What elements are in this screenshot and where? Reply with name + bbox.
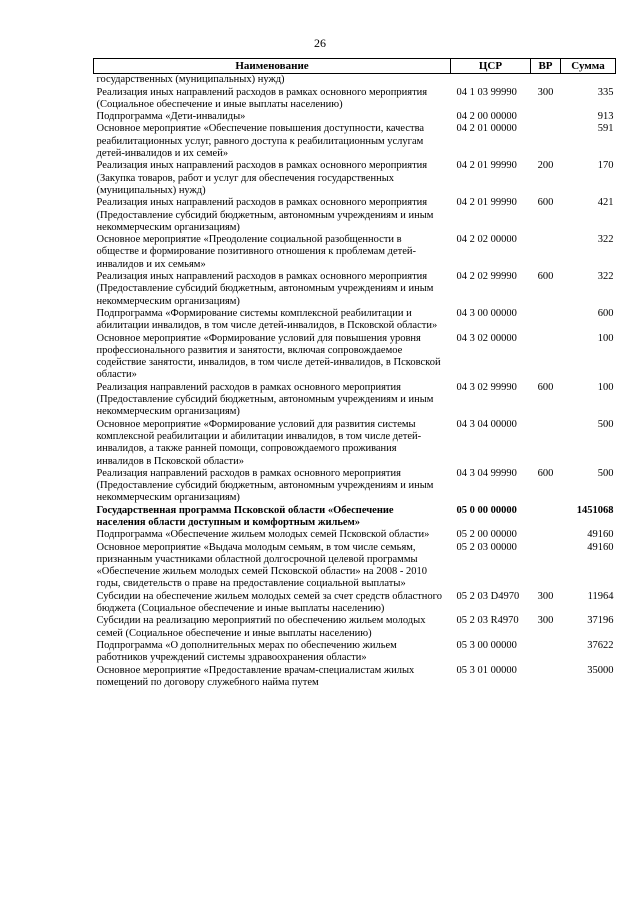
page-number: 26: [314, 36, 326, 50]
table-row: [94, 333, 616, 382]
cell-csr: 04 3 02 99990: [456, 381, 517, 393]
cell-vr: [531, 419, 561, 468]
cell-vr: [531, 234, 561, 271]
table-row: [94, 615, 616, 640]
cell-csr: 04 2 01 00000: [456, 123, 517, 135]
cell-sum: 49160: [587, 529, 614, 541]
cell-sum: 170: [597, 160, 614, 172]
cell-csr: 04 2 01 99990: [456, 160, 517, 172]
cell-name: Субсидии на реализацию мероприятий по обеспечению жильем молодых семей (Социальное обеспечение и иные выплаты населению): [96, 615, 426, 639]
cell-vr: [531, 111, 561, 123]
table-body: [94, 74, 616, 689]
cell-name: Подпрограмма «Дети-инвалиды»: [96, 111, 246, 123]
cell-vr: 600: [537, 381, 554, 393]
table-row: [94, 665, 616, 690]
cell-sum: 322: [597, 271, 614, 283]
cell-vr: [531, 640, 561, 665]
cell-name: Подпрограмма «О дополнительных мерах по обеспечению жильем работников учреждений системы здравоохранения области»: [96, 639, 397, 664]
cell-name: Государственная программа Псковской области «Обеспечение населения области доступным и комфортным жильем»: [96, 504, 394, 528]
cell-sum: 37622: [587, 639, 614, 651]
cell-sum: 11964: [587, 590, 614, 602]
cell-csr: 04 3 04 00000: [456, 418, 517, 430]
cell-sum: 500: [597, 418, 614, 430]
table-row: [94, 271, 616, 308]
cell-csr: 05 3 00 00000: [456, 639, 517, 651]
cell-name: Реализация направлений расходов в рамках основного мероприятия (Предоставление субсидий бюджетным, автономным учреждениям и иным некоммерческим организациям): [96, 467, 434, 504]
cell-name: Реализация иных направлений расходов в рамках основного мероприятия (Предоставление субсидий бюджетным, автономным учреждениям и иным некоммерческим организациям): [96, 271, 434, 307]
cell-name: Реализация иных направлений расходов в рамках основного мероприятия (Закупка товаров, работ и услуг для обеспечения государственных (муниципальных) нужд): [96, 160, 428, 196]
cell-name: Основное мероприятие «Выдача молодым семьям, в том числе семьям, признанным участниками областной долгосрочной целевой программы «Обеспечение жильем молодых семей Псковской области» на 2008 - 2010 годы, свидетельств о праве на предоставление социальной выплаты»: [96, 541, 427, 590]
table-row: [94, 591, 616, 616]
cell-vr: [531, 665, 561, 690]
cell-vr: [531, 333, 561, 382]
table-row: [94, 419, 616, 468]
cell-sum: 100: [597, 381, 614, 393]
cell-name: Основное мероприятие «Формирование условий для развития системы комплексной реабилитации и абилитации инвалидов, в том числе детей-инвалидов, а также ранней помощи, сопровождаемого проживания инвалидов в Псковской области»: [96, 418, 422, 467]
table-row: [94, 160, 616, 197]
cell-name: Реализация иных направлений расходов в рамках основного мероприятия (Социальное обеспечение и иные выплаты населению): [96, 86, 428, 110]
cell-sum: [561, 74, 616, 87]
cell-sum: 500: [597, 467, 614, 479]
table-row: [94, 87, 616, 112]
cell-csr: 05 3 01 00000: [456, 664, 517, 676]
table-row: [94, 111, 616, 123]
header-name: Наименование: [94, 59, 451, 74]
cell-csr: 05 2 03 D4970: [456, 590, 520, 602]
cell-sum: 37196: [587, 615, 614, 627]
cell-csr: 04 3 00 00000: [456, 307, 517, 319]
table-row: [94, 468, 616, 505]
cell-csr: 04 3 02 00000: [456, 332, 517, 344]
cell-csr: 05 0 00 00000: [456, 504, 517, 516]
cell-vr: [531, 308, 561, 333]
cell-vr: 300: [537, 615, 554, 627]
table-row: [94, 529, 616, 541]
cell-sum: 100: [597, 332, 614, 344]
budget-table: [93, 58, 616, 689]
cell-csr: 04 2 00 00000: [456, 111, 517, 123]
table-row: [94, 234, 616, 271]
cell-vr: 200: [537, 160, 554, 172]
table-row: [94, 640, 616, 665]
cell-name: Основное мероприятие «Обеспечение повышения доступности, качества реабилитационных услуг, равного доступа к реабилитационным услугам детей-инвалидов и их семей»: [96, 123, 425, 160]
table-row: [94, 123, 616, 160]
cell-name: Основное мероприятие «Предоставление врачам-специалистам жилых помещений по договору служебного найма путем: [96, 664, 415, 688]
cell-sum: 1451068: [576, 504, 614, 516]
cell-sum: 335: [597, 86, 614, 98]
cell-csr: 05 2 03 R4970: [456, 615, 519, 627]
cell-name: Основное мероприятие «Преодоление социальной разобщенности в обществе и формирование позитивного отношения к проблемам детей-инвалидов и их семьям»: [96, 234, 416, 270]
cell-sum: 591: [597, 123, 614, 135]
cell-name: Основное мероприятие «Формирование условий для повышения уровня профессионального развития и занятости, включая сопровождаемое содействие занятости, инвалидов, в том числе детей-инвалидов, в Псковской области»: [96, 332, 441, 381]
cell-name: Реализация иных направлений расходов в рамках основного мероприятия (Предоставление субсидий бюджетным, автономным учреждениям и иным некоммерческим организациям): [96, 197, 434, 233]
cell-csr: 04 2 02 99990: [456, 271, 517, 283]
cell-vr: [531, 529, 561, 541]
cell-sum: 35000: [587, 664, 614, 676]
table-row: [94, 542, 616, 591]
cell-csr: 04 2 01 99990: [456, 197, 517, 209]
table-row: [94, 505, 616, 530]
header-sum: Сумма: [561, 59, 616, 74]
header-vr: ВР: [531, 59, 561, 74]
cell-vr: 600: [537, 271, 554, 283]
cell-csr: 04 3 04 99990: [456, 467, 517, 479]
header-csr: ЦСР: [451, 59, 531, 74]
cell-vr: 600: [537, 467, 554, 479]
cell-csr: 04 1 03 99990: [456, 86, 517, 98]
cell-sum: 600: [597, 307, 614, 319]
cell-name: Субсидии на обеспечение жильем молодых семей за счет средств областного бюджета (Социальное обеспечение и иные выплаты населению): [96, 590, 442, 615]
cell-vr: 600: [537, 197, 554, 209]
cell-vr: [531, 505, 561, 530]
cell-csr: 04 2 02 00000: [456, 234, 517, 246]
table-header-row: [94, 59, 616, 74]
cell-name: государственных (муниципальных) нужд): [96, 74, 285, 86]
cell-vr: [531, 74, 561, 87]
table-row: [94, 382, 616, 419]
cell-name: Реализация направлений расходов в рамках основного мероприятия (Предоставление субсидий бюджетным, автономным учреждениям и иным некоммерческим организациям): [96, 381, 434, 418]
cell-vr: 300: [537, 86, 554, 98]
cell-sum: 322: [597, 234, 614, 246]
table-row: [94, 308, 616, 333]
cell-csr: [451, 74, 531, 87]
cell-sum: 49160: [587, 541, 614, 553]
cell-sum: 913: [597, 111, 614, 123]
table-row: [94, 197, 616, 234]
cell-csr: 05 2 03 00000: [456, 541, 517, 553]
cell-name: Подпрограмма «Формирование системы комплексной реабилитации и абилитации инвалидов, в том числе детей-инвалидов, в Псковской области»: [96, 307, 438, 332]
cell-csr: 05 2 00 00000: [456, 529, 517, 541]
cell-sum: 421: [597, 197, 614, 209]
cell-vr: 300: [537, 590, 554, 602]
cell-vr: [531, 123, 561, 160]
table-row: [94, 74, 616, 87]
cell-name: Подпрограмма «Обеспечение жильем молодых семей Псковской области»: [96, 529, 430, 541]
cell-vr: [531, 542, 561, 591]
